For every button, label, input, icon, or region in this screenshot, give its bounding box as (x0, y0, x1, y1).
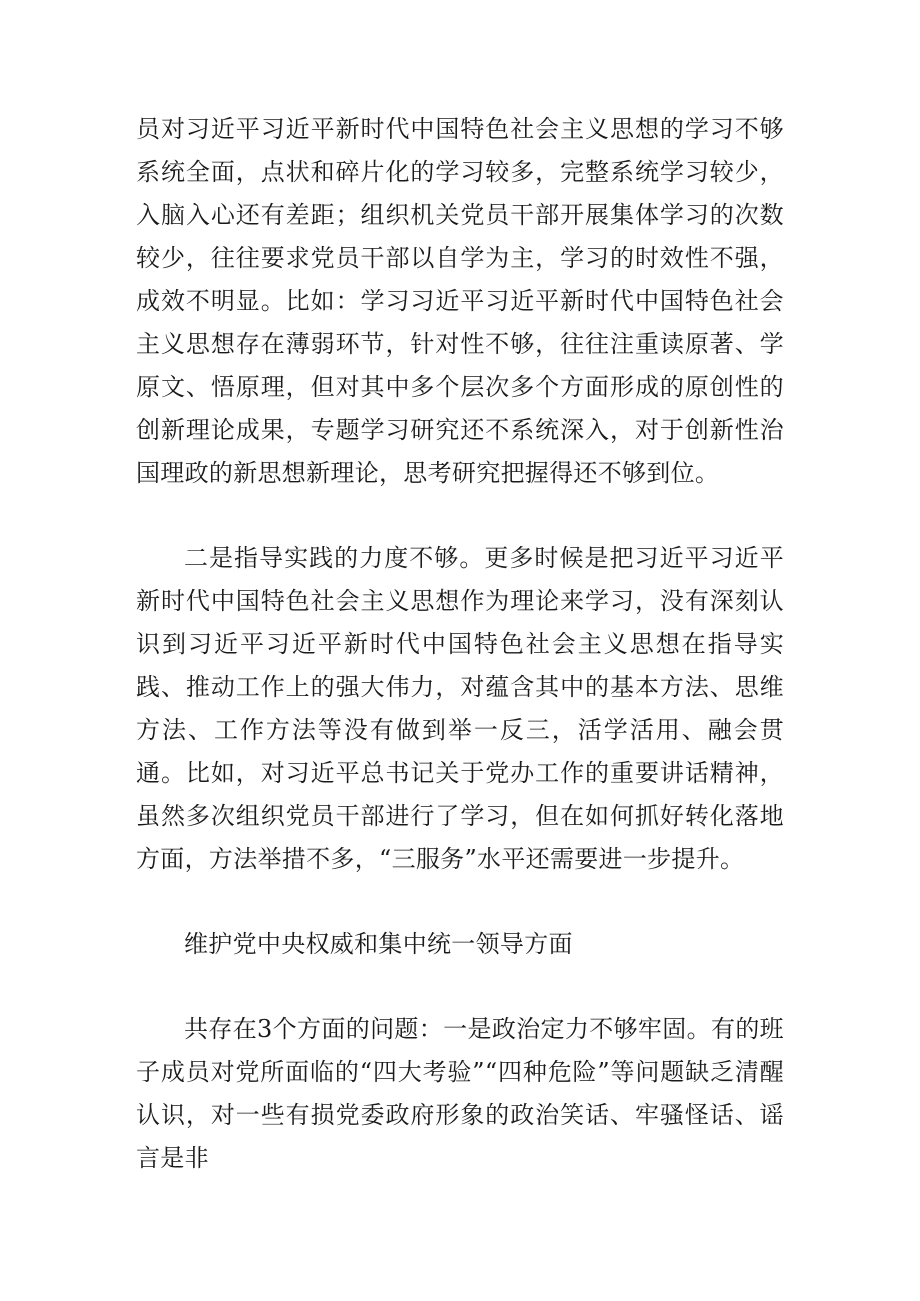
paragraph-continuation: 员对习近平习近平新时代中国特色社会主义思想的学习不够系统全面，点状和碎片化的学习较多，完整系统学习较少，入脑入心还有差距；组织机关党员干部开展集体学习的次数较少，往往要求党员干部以自学为主，学习的时效性不强，成效不明显。比如：学习习近平习近平新时代中国特色社会主义思想存在薄弱环节，针对性不够，往往注重读原著、学原文、悟原理，但对其中多个层次多个方面形成的原创性的创新理论成果，专题学习研究还不系统深入，对于创新性治国理政的新思想新理论，思考研究把握得还不够到位。 (136, 115, 784, 487)
document-body (136, 108, 784, 1180)
section-heading: 维护党中央权威和集中统一领导方面 (184, 930, 573, 958)
paragraph-practice-guidance: 二是指导实践的力度不够。更多时候是把习近平习近平新时代中国特色社会主义思想作为理论来学习，没有深刻认识到习近平习近平新时代中国特色社会主义思想在指导实践、推动工作上的强大伟力，对蕴含其中的基本方法、思维方法、工作方法等没有做到举一反三，活学活用、融会贯通。比如，对习近平总书记关于党办工作的重要讲话精神，虽然多次组织党员干部进行了学习，但在如何抓好转化落地方面，方法举措不多，“三服务”水平还需要进一步提升。 (136, 544, 784, 873)
paragraph-political-issues: 共存在3个方面的问题：一是政治定力不够牢固。有的班子成员对党所面临的“四大考验”“四种危险”等问题缺乏清醒认识，对一些有损党委政府形象的政治笑话、牢骚怪话、谣言是非 (136, 1015, 784, 1172)
